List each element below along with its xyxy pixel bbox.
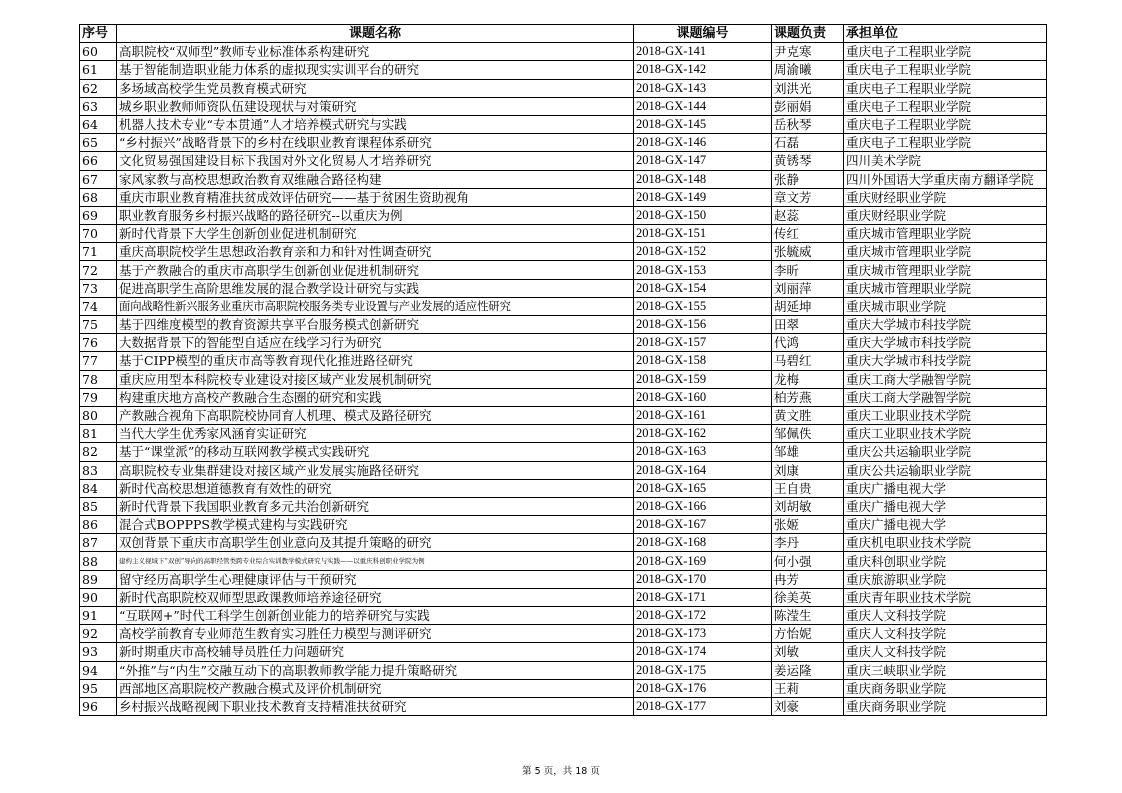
row-unit: 重庆工商大学融智学院 [844,388,1047,406]
row-code: 2018-GX-147 [634,152,772,170]
row-unit: 重庆机电职业技术学院 [844,534,1047,552]
table-row [80,352,1047,370]
table-row [80,534,1047,552]
row-leader: 张姬 [772,516,844,534]
row-num: 70 [80,225,117,243]
row-leader: 邹雄 [772,443,844,461]
row-code: 2018-GX-164 [634,461,772,479]
row-num: 66 [80,152,117,170]
row-title: 多场域高校学生党员教育模式研究 [117,79,634,97]
header-title: 课题名称 [117,25,634,43]
row-code: 2018-GX-148 [634,170,772,188]
table-row [80,79,1047,97]
row-num: 87 [80,534,117,552]
row-leader: 张毓威 [772,243,844,261]
row-unit: 重庆城市管理职业学院 [844,243,1047,261]
row-code: 2018-GX-174 [634,643,772,661]
row-unit: 重庆财经职业学院 [844,188,1047,206]
table-row [80,370,1047,388]
row-code: 2018-GX-166 [634,497,772,515]
row-unit: 重庆科创职业学院 [844,552,1047,570]
row-unit: 重庆公共运输职业学院 [844,461,1047,479]
header-leader: 课题负责 [772,25,844,43]
row-leader: 邹佩佚 [772,425,844,443]
row-num: 76 [80,334,117,352]
row-title: 重庆市职业教育精准扶贫成效评估研究——基于贫困生资助视角 [117,188,634,206]
row-code: 2018-GX-154 [634,279,772,297]
row-title: 面向战略性新兴服务业重庆市高职院校服务类专业设置与产业发展的适应性研究 [117,297,634,315]
row-title: 重庆高职院校学生思想政治教育亲和力和针对性调查研究 [117,243,634,261]
row-code: 2018-GX-146 [634,134,772,152]
row-unit: 重庆商务职业学院 [844,679,1047,697]
row-num: 64 [80,115,117,133]
row-num: 60 [80,43,117,61]
row-unit: 重庆旅游职业学院 [844,570,1047,588]
row-title: 混合式BOPPPS教学模式建构与实践研究 [117,516,634,534]
table-row [80,625,1047,643]
row-num: 83 [80,461,117,479]
row-leader: 黄文胜 [772,406,844,424]
row-unit: 重庆电子工程职业学院 [844,43,1047,61]
row-title: 大数据背景下的智能型自适应在线学习行为研究 [117,334,634,352]
table-row [80,497,1047,515]
row-leader: 黄锈琴 [772,152,844,170]
row-unit: 重庆人文科技学院 [844,643,1047,661]
row-leader: 马碧红 [772,352,844,370]
row-code: 2018-GX-143 [634,79,772,97]
row-unit: 重庆商务职业学院 [844,697,1047,715]
row-unit: 重庆财经职业学院 [844,206,1047,224]
row-leader: 胡延坤 [772,297,844,315]
table-row [80,679,1047,697]
row-code: 2018-GX-160 [634,388,772,406]
row-leader: 何小强 [772,552,844,570]
row-leader: 尹克寒 [772,43,844,61]
row-unit: 重庆广播电视大学 [844,516,1047,534]
table-row [80,97,1047,115]
row-leader: 陈滢生 [772,607,844,625]
row-num: 90 [80,588,117,606]
row-leader: 冉芳 [772,570,844,588]
row-num: 84 [80,479,117,497]
row-num: 61 [80,61,117,79]
table-row [80,570,1047,588]
row-title: 新时代背景下大学生创新创业促进机制研究 [117,225,634,243]
row-unit: 重庆城市管理职业学院 [844,261,1047,279]
table-row [80,43,1047,61]
table-row [80,188,1047,206]
row-unit: 重庆工商大学融智学院 [844,370,1047,388]
row-leader: 田翠 [772,316,844,334]
row-title: 基于产教融合的重庆市高职学生创新创业促进机制研究 [117,261,634,279]
row-title: 职业教育服务乡村振兴战略的路径研究--以重庆为例 [117,206,634,224]
row-leader: 李昕 [772,261,844,279]
row-code: 2018-GX-141 [634,43,772,61]
row-num: 86 [80,516,117,534]
row-code: 2018-GX-152 [634,243,772,261]
table-row [80,552,1047,570]
row-num: 82 [80,443,117,461]
row-title: 高职院校“双师型”教师专业标准体系构建研究 [117,43,634,61]
row-unit: 重庆大学城市科技学院 [844,352,1047,370]
row-title: 基于CIPP模型的重庆市高等教育现代化推进路径研究 [117,352,634,370]
row-title: 促进高职学生高阶思维发展的混合教学设计研究与实践 [117,279,634,297]
row-unit: 重庆工业职业技术学院 [844,406,1047,424]
table-row [80,607,1047,625]
row-leader: 刘豪 [772,697,844,715]
row-num: 92 [80,625,117,643]
row-title: 机器人技术专业“专本贯通”人才培养模式研究与实践 [117,115,634,133]
row-title: 双创背景下重庆市高职学生创业意向及其提升策略的研究 [117,534,634,552]
row-num: 94 [80,661,117,679]
table-row [80,316,1047,334]
table-row [80,516,1047,534]
row-leader: 姜运隆 [772,661,844,679]
row-unit: 重庆城市管理职业学院 [844,225,1047,243]
row-code: 2018-GX-150 [634,206,772,224]
row-num: 88 [80,552,117,570]
row-code: 2018-GX-170 [634,570,772,588]
row-title: 城乡职业教师师资队伍建设现状与对策研究 [117,97,634,115]
row-code: 2018-GX-153 [634,261,772,279]
row-code: 2018-GX-177 [634,697,772,715]
row-title: 产教融合视角下高职院校协同育人机理、模式及路径研究 [117,406,634,424]
row-code: 2018-GX-155 [634,297,772,315]
row-leader: 传红 [772,225,844,243]
row-code: 2018-GX-149 [634,188,772,206]
row-title: 新时期重庆市高校辅导员胜任力问题研究 [117,643,634,661]
row-num: 75 [80,316,117,334]
row-leader: 徐美英 [772,588,844,606]
row-num: 95 [80,679,117,697]
row-code: 2018-GX-161 [634,406,772,424]
row-num: 81 [80,425,117,443]
row-code: 2018-GX-173 [634,625,772,643]
row-code: 2018-GX-157 [634,334,772,352]
page-footer: 第 5 页，共 18 页 [522,766,600,777]
project-table [79,24,1047,716]
table-row [80,243,1047,261]
row-leader: 章文芳 [772,188,844,206]
row-unit: 重庆电子工程职业学院 [844,115,1047,133]
table-row [80,152,1047,170]
row-code: 2018-GX-144 [634,97,772,115]
row-leader: 张静 [772,170,844,188]
row-title: “互联网+”时代工科学生创新创业能力的培养研究与实践 [117,607,634,625]
header-unit: 承担单位 [844,25,1047,43]
row-unit: 重庆广播电视大学 [844,479,1047,497]
row-code: 2018-GX-159 [634,370,772,388]
row-num: 96 [80,697,117,715]
table-row [80,170,1047,188]
header-num: 序号 [80,25,117,43]
row-leader: 方怡妮 [772,625,844,643]
row-title: 高校学前教育专业师范生教育实习胜任力模型与测评研究 [117,625,634,643]
table-row [80,697,1047,715]
row-code: 2018-GX-167 [634,516,772,534]
table-row [80,261,1047,279]
row-leader: 龙梅 [772,370,844,388]
row-code: 2018-GX-175 [634,661,772,679]
row-leader: 王莉 [772,679,844,697]
row-leader: 刘洪光 [772,79,844,97]
row-unit: 重庆人文科技学院 [844,607,1047,625]
row-unit: 重庆城市职业学院 [844,297,1047,315]
row-code: 2018-GX-158 [634,352,772,370]
row-leader: 岳秋琴 [772,115,844,133]
row-num: 91 [80,607,117,625]
row-num: 74 [80,297,117,315]
row-code: 2018-GX-165 [634,479,772,497]
row-unit: 重庆电子工程职业学院 [844,61,1047,79]
row-unit: 重庆大学城市科技学院 [844,334,1047,352]
row-title: “外推”与“内生”交融互动下的高职教师教学能力提升策略研究 [117,661,634,679]
row-title: 新时代背景下我国职业教育多元共治创新研究 [117,497,634,515]
table-row [80,334,1047,352]
table-row [80,588,1047,606]
row-title: 留守经历高职学生心理健康评估与干预研究 [117,570,634,588]
row-unit: 重庆三峡职业学院 [844,661,1047,679]
row-num: 73 [80,279,117,297]
row-num: 77 [80,352,117,370]
row-title: 高职院校专业集群建设对接区域产业发展实施路径研究 [117,461,634,479]
row-leader: 刘康 [772,461,844,479]
table-row [80,206,1047,224]
row-title: 基于四维度模型的教育资源共享平台服务模式创新研究 [117,316,634,334]
row-code: 2018-GX-171 [634,588,772,606]
row-num: 89 [80,570,117,588]
row-title: 新时代高职院校双师型思政课教师培养途径研究 [117,588,634,606]
row-title: 新时代高校思想道德教育有效性的研究 [117,479,634,497]
row-num: 85 [80,497,117,515]
row-title: 文化贸易强国建设目标下我国对外文化贸易人才培养研究 [117,152,634,170]
table-row [80,61,1047,79]
row-code: 2018-GX-176 [634,679,772,697]
row-unit: 重庆大学城市科技学院 [844,316,1047,334]
row-num: 72 [80,261,117,279]
row-leader: 赵蕊 [772,206,844,224]
row-unit: 四川美术学院 [844,152,1047,170]
table-row [80,461,1047,479]
row-code: 2018-GX-162 [634,425,772,443]
row-num: 67 [80,170,117,188]
row-unit: 重庆电子工程职业学院 [844,97,1047,115]
row-title: 乡村振兴战略视阈下职业技术教育支持精准扶贫研究 [117,697,634,715]
row-num: 79 [80,388,117,406]
row-code: 2018-GX-168 [634,534,772,552]
row-title: 基于智能制造职业能力体系的虚拟现实实训平台的研究 [117,61,634,79]
row-num: 78 [80,370,117,388]
table-row [80,479,1047,497]
header-code: 课题编号 [634,25,772,43]
row-leader: 彭丽娟 [772,97,844,115]
row-unit: 重庆广播电视大学 [844,497,1047,515]
table-row [80,425,1047,443]
row-title: 重庆应用型本科院校专业建设对接区域产业发展机制研究 [117,370,634,388]
row-code: 2018-GX-151 [634,225,772,243]
row-num: 71 [80,243,117,261]
row-leader: 李丹 [772,534,844,552]
row-leader: 石磊 [772,134,844,152]
table-row [80,643,1047,661]
table-row [80,443,1047,461]
row-title: 构建重庆地方高校产教融合生态圈的研究和实践 [117,388,634,406]
row-leader: 周渝曦 [772,61,844,79]
table-row [80,279,1047,297]
row-code: 2018-GX-145 [634,115,772,133]
table-row [80,406,1047,424]
row-title: 西部地区高职院校产教融合模式及评价机制研究 [117,679,634,697]
table-row [80,115,1047,133]
row-num: 62 [80,79,117,97]
row-unit: 重庆电子工程职业学院 [844,79,1047,97]
row-num: 68 [80,188,117,206]
row-num: 69 [80,206,117,224]
row-leader: 王自贵 [772,479,844,497]
row-code: 2018-GX-169 [634,552,772,570]
table-row [80,134,1047,152]
row-title: 基于“课堂派”的移动互联网教学模式实践研究 [117,443,634,461]
row-leader: 柏芳燕 [772,388,844,406]
row-unit: 重庆电子工程职业学院 [844,134,1047,152]
table-row [80,225,1047,243]
table-row [80,661,1047,679]
row-unit: 重庆公共运输职业学院 [844,443,1047,461]
row-unit: 重庆工业职业技术学院 [844,425,1047,443]
row-title: 当代大学生优秀家风涵育实证研究 [117,425,634,443]
header-row [80,25,1047,43]
row-code: 2018-GX-156 [634,316,772,334]
row-code: 2018-GX-142 [634,61,772,79]
row-code: 2018-GX-163 [634,443,772,461]
row-title: “乡村振兴”战略背景下的乡村在线职业教育课程体系研究 [117,134,634,152]
row-unit: 重庆人文科技学院 [844,625,1047,643]
row-leader: 刘丽萍 [772,279,844,297]
table-row [80,388,1047,406]
row-leader: 刘胡敏 [772,497,844,515]
row-unit: 重庆城市管理职业学院 [844,279,1047,297]
row-num: 80 [80,406,117,424]
row-title: 建构主义视域下“双创”导向的高职经管类跨专业综合实训教学模式研究与实践——以重庆科创职业学院为例 [117,552,634,570]
row-leader: 刘敏 [772,643,844,661]
row-code: 2018-GX-172 [634,607,772,625]
row-unit: 四川外国语大学重庆南方翻译学院 [844,170,1047,188]
row-leader: 代鸿 [772,334,844,352]
row-unit: 重庆青年职业技术学院 [844,588,1047,606]
row-num: 65 [80,134,117,152]
row-title: 家风家教与高校思想政治教育双维融合路径构建 [117,170,634,188]
table-row [80,297,1047,315]
row-num: 63 [80,97,117,115]
row-num: 93 [80,643,117,661]
